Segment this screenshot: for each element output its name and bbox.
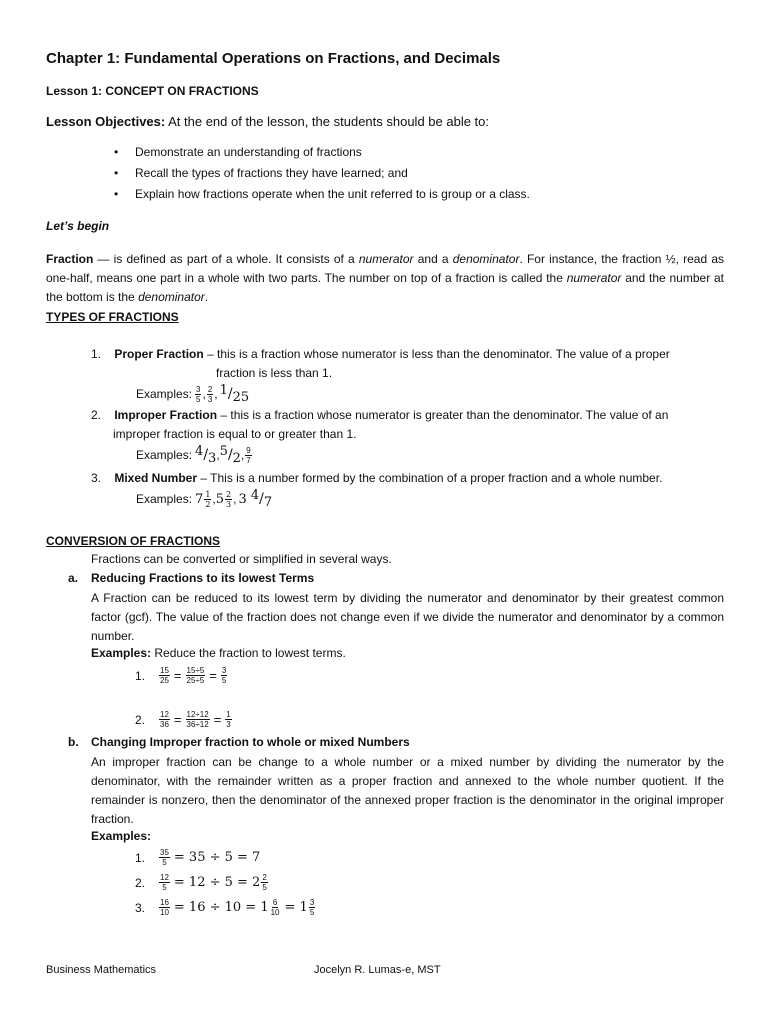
expression: = 16 ÷ 10 = 1 — [173, 900, 269, 915]
definition-text: and the number at the bottom is the — [46, 271, 724, 304]
objective-item: • Recall the types of fractions they have learned; and — [135, 166, 408, 180]
convert-example-2 — [135, 873, 269, 892]
type-description-cont: fraction is less than 1. — [216, 366, 333, 380]
section-title: Changing Improper fraction to whole or mixed Numbers — [91, 735, 410, 749]
definition-numerator: numerator — [358, 252, 414, 266]
list-number: 3. — [135, 900, 146, 915]
fraction: $\frac{1}{3}$ — [226, 710, 231, 729]
lesson-title: Lesson 1: CONCEPT ON FRACTIONS — [46, 84, 259, 98]
list-number: 1. — [135, 668, 146, 683]
convert-example-3 — [135, 898, 316, 917]
reduce-example-2: 2. $\frac{12}{36}$ = $\frac{12\div 12}{36\div 12}$ = $\frac{1}{3}$ — [135, 710, 231, 729]
expression: = 12 ÷ 5 = 2 — [173, 875, 261, 890]
type-name: Improper Fraction — [114, 408, 218, 422]
objectives-label: Lesson Objectives: — [46, 114, 166, 129]
fraction: $\frac{2}{5}$ — [262, 873, 267, 892]
type-description: – This is a number formed by the combination of a proper fraction and a whole number. — [197, 471, 663, 485]
footer-course: Business Mathematics — [46, 964, 157, 976]
section-a-heading — [68, 571, 314, 585]
fraction: $\frac{3}{5}$ — [309, 898, 315, 917]
type-mixed — [91, 471, 662, 485]
list-number: 2. — [135, 712, 146, 727]
examples-text: Reduce the fraction to lowest terms. — [151, 646, 346, 660]
type-name: Mixed Number — [114, 471, 198, 485]
section-letter: a. — [68, 571, 79, 585]
expression: = 35 ÷ 5 = 7 — [173, 850, 261, 865]
expression: = 1 — [284, 900, 308, 915]
fraction: $\frac{15\div 5}{25\div 5}$ — [186, 666, 205, 685]
list-number: 3. — [91, 471, 102, 485]
list-number: 1. — [91, 347, 102, 361]
type-description-cont: improper fraction is equal to or greater than 1. — [113, 427, 357, 441]
conversion-heading: CONVERSION OF FRACTIONS — [46, 534, 221, 548]
footer-author: Jocelyn R. Lumas-e, MST — [314, 964, 441, 976]
section-title: Reducing Fractions to its lowest Terms — [91, 571, 315, 585]
list-number: 1. — [135, 850, 146, 865]
convert-example-1 — [135, 848, 260, 867]
examples-label: Examples: — [136, 387, 193, 401]
definition-numerator: numerator — [566, 271, 622, 285]
list-number: 2. — [91, 408, 102, 422]
definition-text: . For instance, the fraction ½, read as one-half, means one part in a whole with two parts. The number on top of a fraction is called the — [46, 252, 724, 285]
examples-label: Examples: — [91, 646, 152, 660]
type-name: Proper Fraction — [114, 347, 204, 361]
example-fraction: $\frac{2}{3}$ — [207, 384, 213, 404]
examples-label: Examples: — [136, 448, 193, 462]
conversion-intro: Fractions can be converted or simplified in several ways. — [91, 552, 392, 566]
section-letter: b. — [68, 735, 79, 749]
type-improper — [91, 408, 668, 422]
objective-item: • Demonstrate an understanding of fractions — [135, 145, 362, 159]
example-fraction: $^4/_3$ — [195, 444, 217, 466]
definition-denominator: denominator — [452, 252, 520, 266]
example-mixed: 5 $\frac{2}{3}$ — [215, 489, 232, 509]
type-description: – this is a fraction whose numerator is less than the denominator. The value of a proper — [203, 347, 670, 361]
objective-item: • Explain how fractions operate when the unit referred to is group or a class. — [135, 187, 530, 201]
example-mixed: 7 $\frac{1}{2}$ — [195, 489, 211, 509]
example-fraction: $^1/_{25}$ — [219, 383, 250, 405]
definition-term: Fraction — [46, 252, 94, 266]
fraction: $\frac{16}{10}$ — [160, 898, 169, 917]
fraction: $\frac{6}{10}$ — [270, 898, 280, 917]
fraction: $\frac{35}{5}$ — [160, 848, 169, 867]
types-heading: TYPES OF FRACTIONS — [46, 310, 179, 324]
examples-label: Examples: — [91, 829, 152, 843]
fraction: $\frac{12}{36}$ — [160, 710, 169, 729]
section-b-heading — [68, 735, 410, 749]
example-fraction: $\frac{9}{7}$ — [246, 445, 251, 465]
example-fraction: $\frac{3}{5}$ — [196, 384, 201, 404]
fraction: $\frac{15}{25}$ — [160, 666, 169, 685]
definition-text: — is defined as part of a whole. It consists of a — [93, 252, 359, 266]
list-number: 2. — [135, 875, 146, 890]
definition-text: . — [204, 290, 209, 304]
definition-text: and a — [413, 252, 453, 266]
example-fraction: $^5/_2$ — [219, 444, 241, 466]
reduce-example-1: 1. $\frac{15}{25}$ = $\frac{15\div 5}{25\div 5}$ = $\frac{3}{5}$ — [135, 666, 227, 685]
section-a-examples — [91, 646, 346, 660]
type-proper — [91, 347, 670, 361]
objectives-line — [46, 114, 489, 129]
fraction-definition — [46, 250, 724, 307]
section-b-body: An improper fraction can be change to a whole number or a mixed number by dividing the numerator by the denominator, with the remainder written as a proper fraction and annexed to the whole number quotient. If the remainder is nonzero, then the denominator of the annexed proper fraction is the denominator in the original improper fraction. — [91, 755, 724, 826]
proper-examples: Examples: $\frac{3}{5}$ , $\frac{2}{3}$ , $^1/_{25}$ — [136, 383, 250, 405]
example-mixed: 3 $^4/_7$ — [238, 488, 273, 510]
chapter-title: Chapter 1: Fundamental Operations on Fractions, and Decimals — [46, 50, 501, 67]
fraction: $\frac{12\div 12}{36\div 12}$ — [186, 710, 209, 729]
type-description: – this is a fraction whose numerator is greater than the denominator. The value of an — [217, 408, 669, 422]
fraction: $\frac{3}{5}$ — [221, 666, 227, 685]
mixed-examples: Examples: 7 $\frac{1}{2}$ , 5 $\frac{2}{3}$ , 3 $^4/_7$ — [136, 488, 273, 510]
objectives-text: At the end of the lesson, the students should be able to: — [165, 114, 490, 129]
definition-denominator: denominator — [138, 290, 205, 304]
improper-examples: Examples: $^4/_3$ , $^5/_2$ , $\frac{9}{7}$ — [136, 444, 251, 466]
section-a-body: A Fraction can be reduced to its lowest term by dividing the numerator and denominator by their greatest common factor (gcf). The value of the fraction does not change even if we divide the numerator and denominator by a common number. — [91, 591, 724, 643]
fraction: $\frac{12}{5}$ — [160, 873, 169, 892]
lets-begin-heading: Let’s begin — [46, 219, 110, 233]
examples-label: Examples: — [136, 492, 193, 506]
